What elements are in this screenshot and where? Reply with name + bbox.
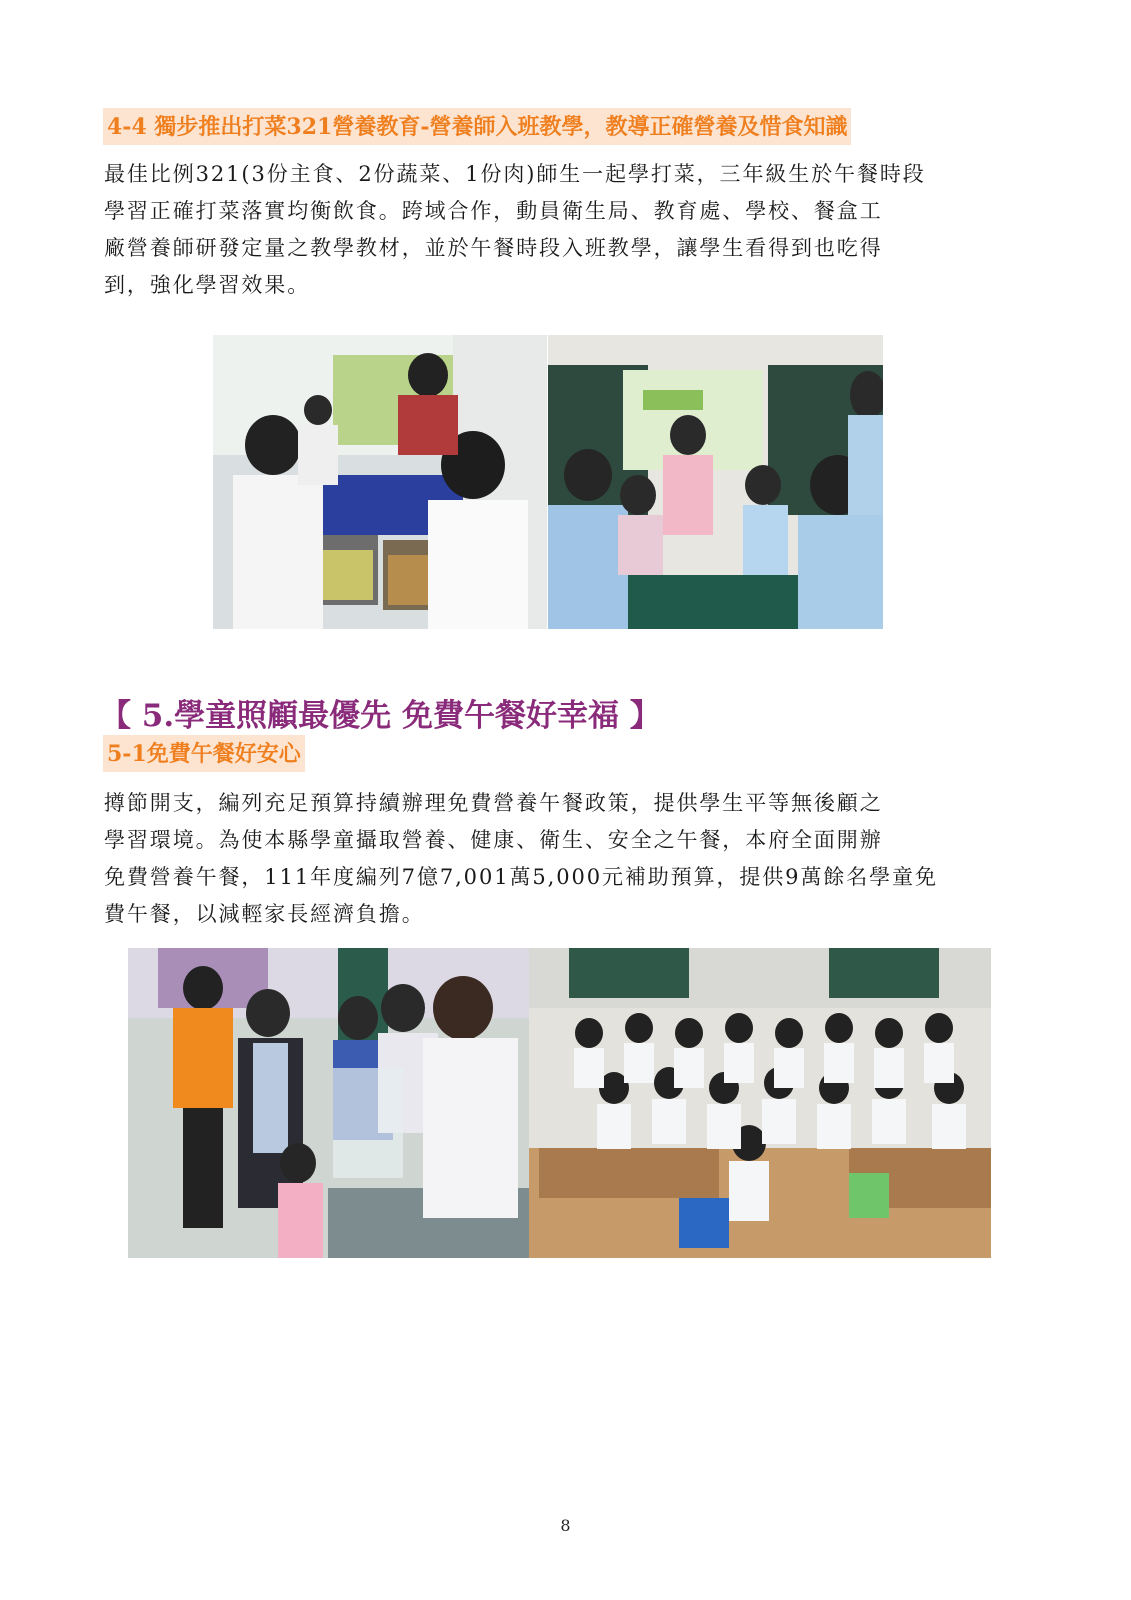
photo-classroom-nutrition-lesson: [548, 335, 883, 629]
photo-officials-lunch-visit: [128, 948, 529, 1258]
photo-students-serving-food: [213, 335, 547, 629]
paragraph-4-4: [104, 156, 1034, 304]
paragraph-line: 廠營養師研發定量之教學教材，並於午餐時段入班教學，讓學生看得到也吃得: [104, 236, 883, 260]
section-5-title: 【 5.學童照顧最優先 免費午餐好幸福 】: [100, 698, 661, 734]
paragraph-5-1: [104, 785, 1034, 933]
paragraph-line: 免費營養午餐，111年度編列7億7,001萬5,000元補助預算，提供9萬餘名學童免: [104, 865, 938, 889]
paragraph-line: 到，強化學習效果。: [104, 273, 311, 297]
paragraph-line: 撙節開支，編列充足預算持續辦理免費營養午餐政策，提供學生平等無後顧之: [104, 791, 883, 815]
subheading-4-4: 4-4 獨步推出打菜321營養教育-營養師入班教學，教導正確營養及惜食知識: [103, 108, 851, 145]
paragraph-line: 最佳比例321(3份主食、2份蔬菜、1份肉)師生一起學打菜，三年級生於午餐時段: [104, 162, 926, 186]
paragraph-line: 學習環境。為使本縣學童攝取營養、健康、衛生、安全之午餐，本府全面開辦: [104, 828, 883, 852]
paragraph-line: 學習正確打菜落實均衡飲食。跨域合作，動員衛生局、教育處、學校、餐盒工: [104, 199, 883, 223]
paragraph-line: 費午餐，以減輕家長經濟負擔。: [104, 902, 425, 926]
photo-students-with-fruit: [529, 948, 991, 1258]
subheading-5-1: 5-1免費午餐好安心: [103, 735, 305, 772]
page-number: 8: [560, 1516, 571, 1535]
